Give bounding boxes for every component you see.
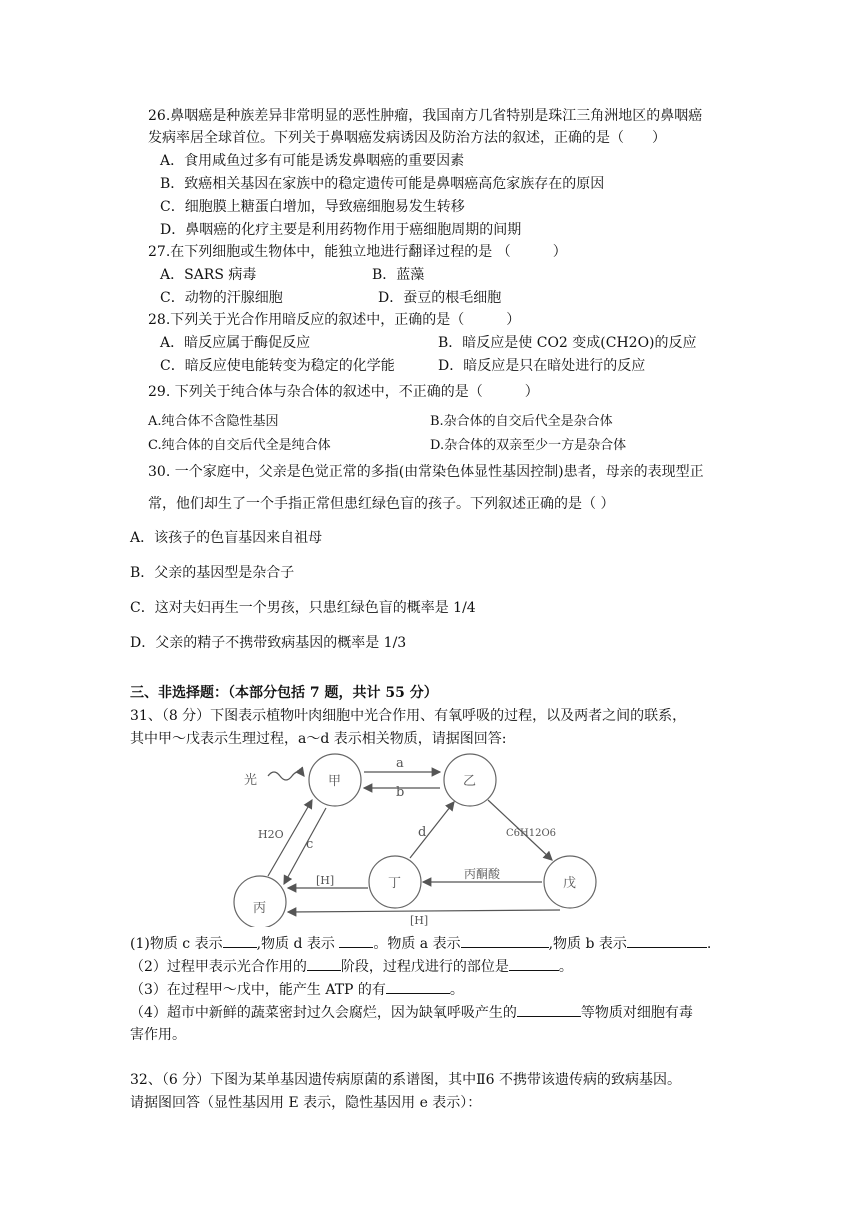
q31-stem-line2: 其中甲～戊表示生理过程，a～d 表示相关物质，请据图回答: <box>130 731 507 747</box>
label-jia: 甲 <box>328 774 342 789</box>
q30-option-c: C．这对夫妇再生一个男孩，只患红绿色盲的概率是 1/4 <box>130 600 476 616</box>
q30-stem-line2: 常，他们却生了一个手指正常但患红绿色盲的孩子。下列叙述正确的是（ ） <box>148 496 615 512</box>
q28-option-d: D．暗反应是只在暗处进行的反应 <box>438 358 646 374</box>
q31-part4-cont: 害作用。 <box>130 1027 186 1043</box>
q31-blank-location[interactable] <box>509 956 559 971</box>
q31-p2-label: （2）过程甲表示光合作用的 <box>130 959 307 975</box>
label-b: b <box>396 785 405 800</box>
q28-option-b: B．暗反应是使 CO2 变成(CH2O)的反应 <box>438 335 697 351</box>
q27-option-a: A．SARS 病毒 <box>160 267 257 283</box>
q31-p3-end: 。 <box>449 982 464 998</box>
q30-option-b: B．父亲的基因型是杂合子 <box>130 565 295 581</box>
q31-p1-b-label: ,物质 b 表示 <box>548 936 627 952</box>
q31-p4-mid: 等物质对细胞有毒 <box>580 1005 693 1021</box>
q27-option-c: C．动物的汗腺细胞 <box>160 290 283 306</box>
label-c: c <box>306 837 314 852</box>
q31-p2-end: 。 <box>558 959 573 975</box>
q32-stem-line2: 请据图回答（显性基因用 E 表示，隐性基因用 e 表示）： <box>130 1095 482 1111</box>
label-h-wu: [H] <box>410 914 429 927</box>
q31-blank-a[interactable] <box>461 933 549 948</box>
q31-p1-a-label: 。物质 a 表示 <box>373 936 461 952</box>
label-h2o: H2O <box>258 828 284 841</box>
q28-stem: 28.下列关于光合作用暗反应的叙述中，正确的是（ ） <box>148 312 521 328</box>
q28-option-c: C．暗反应使电能转变为稳定的化学能 <box>160 358 395 374</box>
label-wu: 戊 <box>563 876 577 891</box>
photosynthesis-respiration-diagram <box>230 752 630 927</box>
q30-option-a: A．该孩子的色盲基因来自祖母 <box>130 530 323 546</box>
q31-blank-b[interactable] <box>627 933 707 948</box>
q31-p1-d-label: ,物质 d 表示 <box>256 936 340 952</box>
q31-p4-label: （4）超市中新鲜的蔬菜密封过久会腐烂，因为缺氧呼吸产生的 <box>130 1005 517 1021</box>
q26-option-a: A．食用咸鱼过多有可能是诱发鼻咽癌的重要因素 <box>160 153 465 169</box>
q31-part4 <box>130 1002 693 1023</box>
q31-stem-line1: 31、（8 分）下图表示植物叶肉细胞中光合作用、有氧呼吸的过程，以及两者之间的联系， <box>130 708 687 724</box>
arrow-c <box>284 808 326 884</box>
label-glucose: C6H12O6 <box>506 828 557 839</box>
q29-option-b: B.杂合体的自交后代全是杂合体 <box>430 414 613 429</box>
q30-stem-line1: 30. 一个家庭中，父亲是色觉正常的多指(由常染色体显性基因控制)患者，母亲的表现型正 <box>148 464 704 480</box>
q31-p3-label: （3）在过程甲～戊中，能产生 ATP 的有 <box>130 982 386 998</box>
q26-stem-line1: 26.鼻咽癌是种族差异非常明显的恶性肿瘤，我国南方几省特别是珠江三角洲地区的鼻咽癌 <box>148 108 703 124</box>
label-ding: 丁 <box>388 876 402 891</box>
arrow-h-wu <box>288 910 560 912</box>
q26-option-b: B．致癌相关基因在家族中的稳定遗传可能是鼻咽癌高危家族存在的原因 <box>160 176 605 192</box>
q31-p1-end: . <box>706 936 712 952</box>
label-a: a <box>396 756 404 771</box>
q27-stem: 27.在下列细胞或生物体中，能独立地进行翻译过程的是 （ ） <box>148 244 567 260</box>
q28-option-a: A．暗反应属于酶促反应 <box>160 335 311 351</box>
q31-blank-atp[interactable] <box>386 979 450 994</box>
q29-stem: 29. 下列关于纯合体与杂合体的叙述中，不正确的是（ ） <box>148 384 539 400</box>
section-heading: 三、非选择题：（本部分包括 7 题，共计 55 分） <box>130 685 438 701</box>
q29-option-d: D.杂合体的双亲至少一方是杂合体 <box>430 438 627 453</box>
q31-blank-toxic[interactable] <box>517 1002 581 1017</box>
light-wave-icon <box>268 772 304 780</box>
label-pyruvate: 丙酮酸 <box>464 867 501 881</box>
q29-option-c: C.纯合体的自交后代全是纯合体 <box>148 438 331 453</box>
q31-p1-c-label: (1)物质 c 表示 <box>130 936 223 952</box>
q30-option-d: D．父亲的精子不携带致病基因的概率是 1/3 <box>130 635 407 651</box>
q26-option-c: C．细胞膜上糖蛋白增加，导致癌细胞易发生转移 <box>160 199 465 215</box>
q27-option-d: D．蚕豆的根毛细胞 <box>378 290 502 306</box>
q31-blank-stage[interactable] <box>307 956 341 971</box>
label-yi: 乙 <box>463 774 477 789</box>
q26-stem-line2: 发病率居全球首位。下列关于鼻咽癌发病诱因及防治方法的叙述，正确的是（ ） <box>148 130 666 146</box>
q31-part2 <box>130 956 573 977</box>
q31-part1 <box>130 933 711 954</box>
q31-blank-d[interactable] <box>339 933 373 948</box>
q31-part3 <box>130 979 464 1000</box>
label-bing: 丙 <box>253 901 267 916</box>
q26-option-d: D．鼻咽癌的化疗主要是利用药物作用于癌细胞周期的间期 <box>160 222 522 238</box>
q32-stem-line1: 32、（6 分）下图为某单基因遗传病原菌的系谱图，其中Ⅱ6 不携带该遗传病的致病基因。 <box>130 1072 682 1088</box>
label-d: d <box>418 825 427 840</box>
q31-p2-mid: 阶段，过程戊进行的部位是 <box>340 959 509 975</box>
label-h-ding: [H] <box>316 874 335 887</box>
label-light: 光 <box>244 773 258 788</box>
q31-blank-c[interactable] <box>223 933 257 948</box>
q29-option-a: A.纯合体不含隐性基因 <box>148 414 279 429</box>
q27-option-b: B．蓝藻 <box>372 267 425 283</box>
arrow-d <box>410 802 454 858</box>
